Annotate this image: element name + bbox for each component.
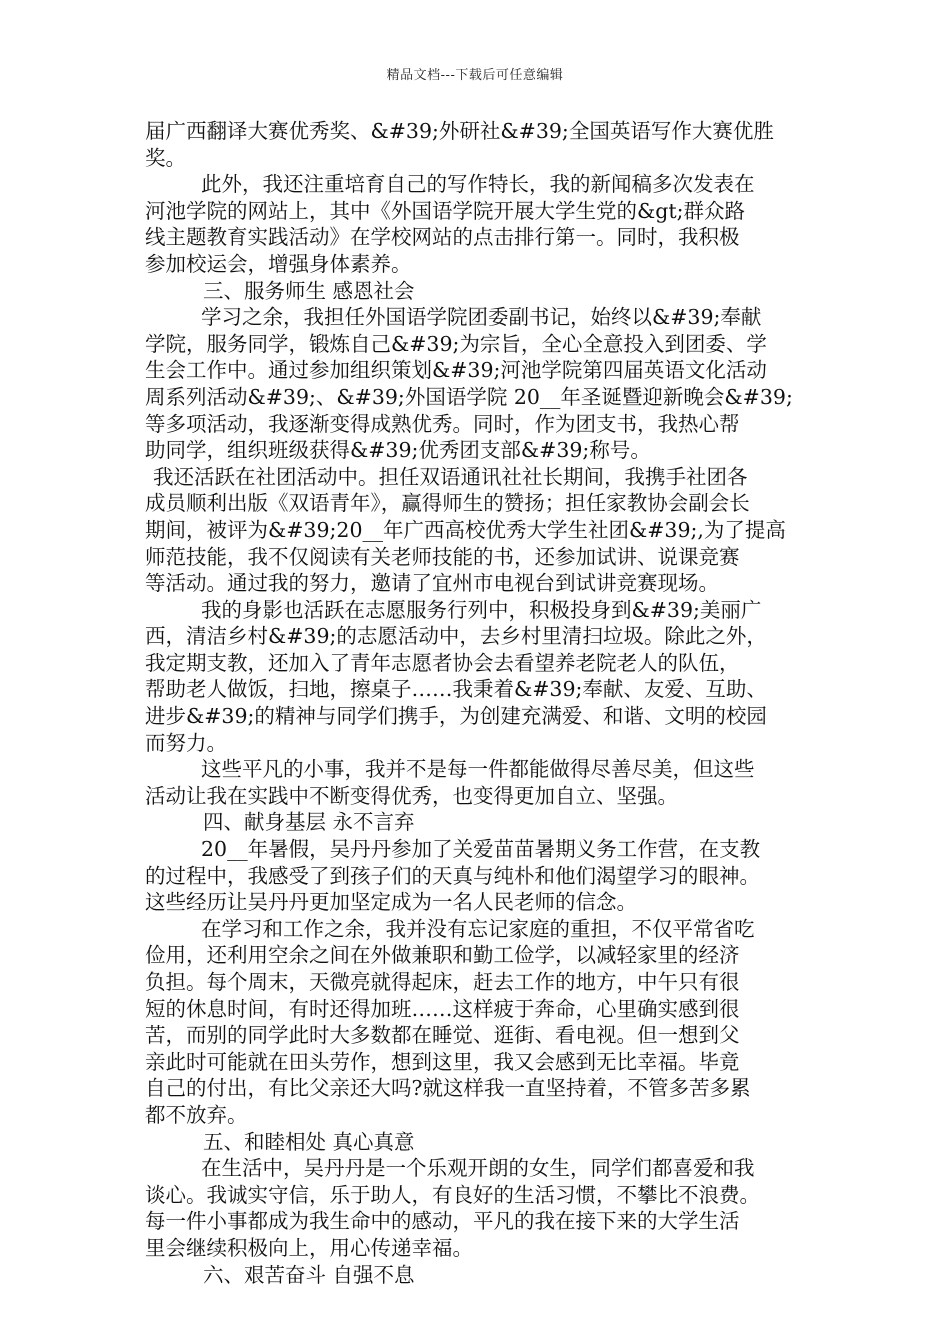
text-line: 我定期支教，还加入了青年志愿者协会去看望养老院老人的队伍， (145, 650, 740, 675)
text-line: 助同学，组织班级获得&#39;优秀团支部&#39;称号。 (145, 438, 651, 463)
text-line: 每一件小事都成为我生命中的感动，平凡的我在接下来的大学生活 (145, 1209, 740, 1234)
text-line: 进步&#39;的精神与同学们携手，为创建充满爱、和谐、文明的校园 (145, 704, 767, 729)
text-line: 等活动。通过我的努力，邀请了宜州市电视台到试讲竞赛现场。 (145, 571, 719, 596)
text-line: 的过程中，我感受了到孩子们的天真与纯朴和他们渴望学习的眼神。 (145, 863, 760, 888)
text-line: 俭用，还利用空余之间在外做兼职和勤工俭学，以减轻家里的经济 (145, 943, 740, 968)
text-line: 在生活中，吴丹丹是一个乐观开朗的女生，同学们都喜爱和我 (201, 1156, 755, 1181)
text-line: 20__年暑假，吴丹丹参加了关爱苗苗暑期义务工作营，在支教 (201, 837, 761, 862)
text-line: 奖。 (145, 145, 186, 170)
text-line: 里会继续积极向上，用心传递幸福。 (145, 1235, 473, 1260)
text-line: 谈心。我诚实守信，乐于助人，有良好的生活习惯，不攀比不浪费。 (145, 1182, 760, 1207)
text-line: 等多项活动，我逐渐变得成熟优秀。同时，作为团支书，我热心帮 (145, 411, 740, 436)
text-line: 生会工作中。通过参加组织策划&#39;河池学院第四届英语文化活动 (145, 358, 767, 383)
text-line: 五、和睦相处 真心真意 (203, 1129, 415, 1154)
text-line: 都不放弃。 (145, 1102, 248, 1127)
text-line: 师范技能，我不仅阅读有关老师技能的书，还参加试讲、说课竞赛 (145, 544, 740, 569)
text-line: 自己的付出，有比父亲还大吗?就这样我一直坚持着，不管多苦多累 (145, 1076, 751, 1101)
text-line: 河池学院的网站上，其中《外国语学院开展大学生党的&gt;群众路 (145, 198, 746, 223)
text-line: 参加校运会，增强身体素养。 (145, 251, 412, 276)
text-line: 这些平凡的小事，我并不是每一件都能做得尽善尽美，但这些 (201, 757, 755, 782)
text-line: 三、服务师生 感恩社会 (203, 278, 415, 303)
text-line: 这些经历让吴丹丹更加坚定成为一名人民老师的信念。 (145, 890, 637, 915)
text-line: 六、艰苦奋斗 自强不息 (203, 1262, 415, 1287)
text-line: 西，清洁乡村&#39;的志愿活动中，去乡村里清扫垃圾。除此之外， (145, 624, 767, 649)
text-line: 我的身影也活跃在志愿服务行列中，积极投身到&#39;美丽广 (201, 597, 762, 622)
text-line: 在学习和工作之余，我并没有忘记家庭的重担，不仅平常省吃 (201, 916, 755, 941)
text-line: 届广西翻译大赛优秀奖、&#39;外研社&#39;全国英语写作大赛优胜 (145, 119, 774, 143)
text-line: 学院，服务同学，锻炼自己&#39;为宗旨，全心全意投入到团委、学 (145, 331, 767, 356)
text-line: 亲此时可能就在田头劳作，想到这里，我又会感到无比幸福。毕竟 (145, 1049, 740, 1074)
page-header: 精品文档---下载后可任意编辑 (386, 68, 564, 83)
text-line: 成员顺利出版《双语青年》，赢得师生的赞扬；担任家教协会副会长 (145, 491, 750, 516)
text-line: 负担。每个周末，天微亮就得起床，赶去工作的地方，中午只有很 (145, 970, 740, 994)
text-line: 活动让我在实践中不断变得优秀，也变得更加自立、坚强。 (145, 783, 678, 808)
text-line: 线主题教育实践活动》在学校网站的点击排行第一。同时，我积极 (145, 225, 740, 250)
text-line: 帮助老人做饭，扫地，擦桌子……我秉着&#39;奉献、友爱、互助、 (145, 677, 767, 702)
text-line: 苦，而别的同学此时大多数都在睡觉、逛街、看电视。但一想到父 (145, 1023, 740, 1048)
text-line: 我还活跃在社团活动中。担任双语通讯社社长期间，我携手社团各 (153, 464, 748, 489)
text-line: 短的休息时间，有时还得加班……这样疲于奔命，心里确实感到很 (145, 996, 740, 1021)
text-line: 而努力。 (145, 730, 227, 755)
text-line: 此外，我还注重培育自己的写作特长，我的新闻稿多次发表在 (201, 172, 755, 197)
text-line: 周系列活动&#39;、&#39;外国语学院 20__年圣诞暨迎新晚会&#39; (145, 384, 793, 409)
text-line: 期间，被评为&#39;20__年广西高校优秀大学生社团&#39;,为了提高 (145, 517, 786, 542)
text-line: 四、献身基层 永不言弃 (203, 810, 415, 835)
document-body (145, 118, 813, 1288)
text-line: 学习之余，我担任外国语学院团委副书记，始终以&#39;奉献 (201, 305, 762, 330)
